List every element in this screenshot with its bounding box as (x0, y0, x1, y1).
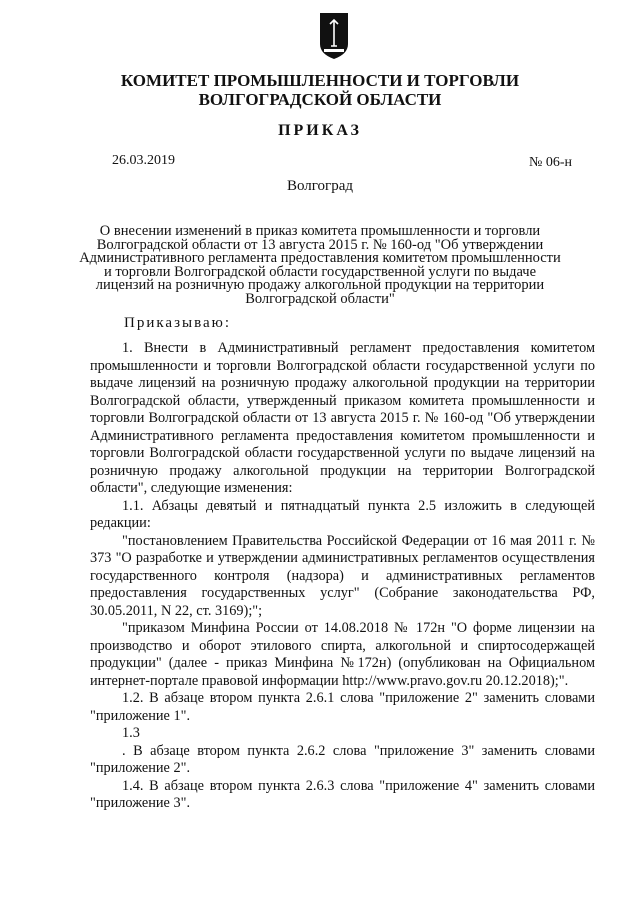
body-paragraph: 1.1. Абзацы девятый и пятнадцатый пункта 2.5 изложить в следующей редакции: (90, 497, 595, 531)
subject-line: О внесении изменений в приказ комитета промышленности и торговли (99, 223, 541, 239)
document-subject (60, 225, 580, 307)
subject-line: Административного регламента предоставления комитетом промышленности (79, 250, 561, 267)
document-body (90, 340, 595, 813)
document-city: Волгоград (286, 178, 353, 194)
subject-line: лицензий на розничную продажу алкогольной продукции на территории (95, 277, 545, 294)
document-title: ПРИКАЗ (278, 122, 362, 139)
subject-line: и торговли Волгоградской области государственной услуги по выдаче (103, 263, 537, 280)
committee-name-line-2: ВОЛГОГРАДСКОЙ ОБЛАСТИ (198, 90, 442, 109)
body-paragraph: "приказом Минфина России от 14.08.2018 № 172н "О форме лицензии на производство и оборот этилового спирта, алкогольной и спиртосодержащей продукции" (далее - приказ Минфина №172н) (опубликован на Официальном интернет-портале правовой информации http://www.pravo.gov.ru 20.12.2018);". (90, 620, 595, 689)
coat-of-arms-emblem-icon (319, 12, 349, 60)
document-number: № 06-н (529, 155, 573, 170)
body-paragraph: 1. Внести в Административный регламент предоставления комитетом промышленности и торговли Волгоградской области государственной услуги по выдаче лицензий на розничную продажу алкогольной продукции на территории Волгоградской области, утвержденный приказом комитета промышленности и торговли Волгоградской области от 13 августа 2015 г. № 160-од "Об утверждении Административного регламента предоставления комитетом промышленности и торговли Волгоградской области государственной услуги по выдаче лицензий на розничную продажу алкогольной продукции на территории Волгоградской области", следующие изменения: (90, 340, 595, 496)
document-date: 26.03.2019 (112, 153, 175, 168)
subject-line: Волгоградской области от 13 августа 2015 г. № 160-од "Об утверждении (96, 236, 544, 253)
body-paragraph: "постановлением Правительства Российской Федерации от 16 мая 2011 г. № 373 "О разработке и утверждении административных регламентов осуществления государственного контроля (надзора) и административных регламентов предоставления государственных услуг" (Собрание законодательства РФ, 30.05.2011, N 22, ст. 3169);"; (90, 532, 595, 619)
committee-name-line-1: КОМИТЕТ ПРОМЫШЛЕННОСТИ И ТОРГОВЛИ (120, 71, 520, 90)
subject-line: Волгоградской области" (245, 290, 395, 307)
body-paragraph: 1.2. В абзаце втором пункта 2.6.1 слова "приложение 2" заменить словами "приложение 1". (90, 690, 595, 724)
body-paragraph: 1.3 (122, 725, 140, 741)
body-paragraph: . В абзаце втором пункта 2.6.2 слова "приложение 3" заменить словами "приложение 2". (90, 742, 595, 776)
orders-word: Приказываю: (124, 315, 231, 331)
body-paragraph: 1.4. В абзаце втором пункта 2.6.3 слова "приложение 4" заменить словами "приложение 3". (90, 777, 595, 811)
